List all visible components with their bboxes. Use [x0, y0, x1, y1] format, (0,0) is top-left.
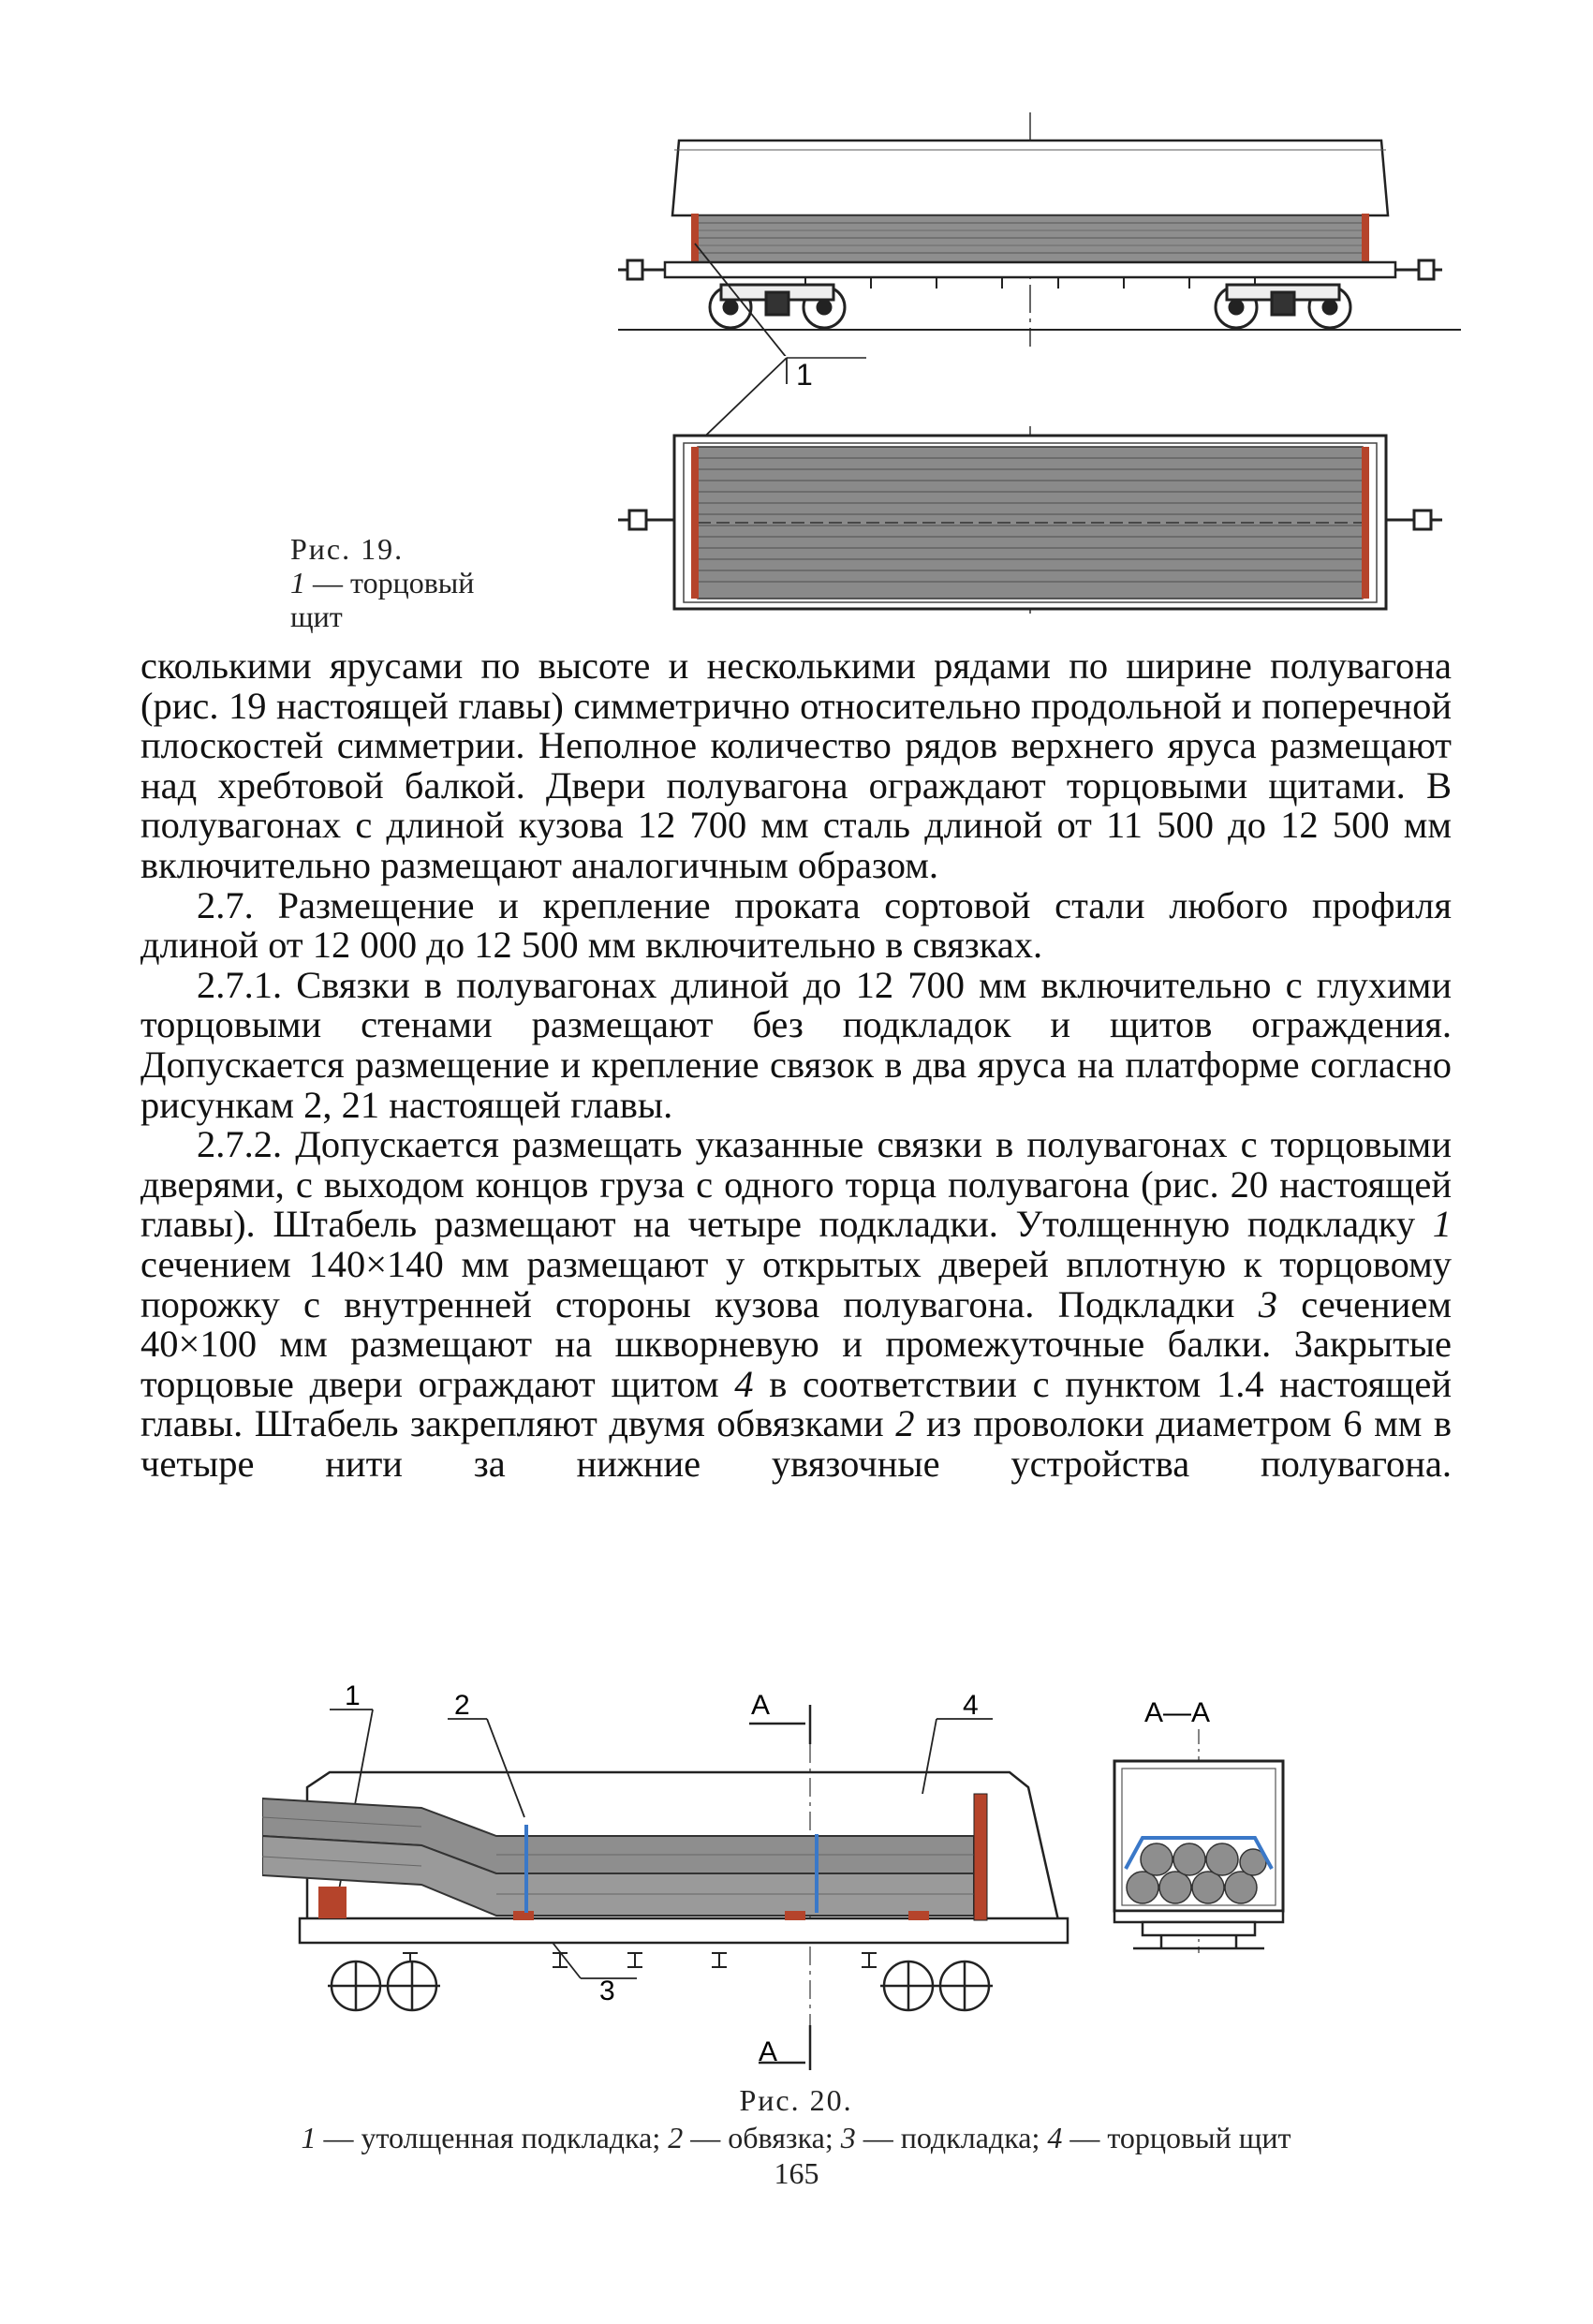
fig20-legend-text-3: — подкладка;	[855, 2121, 1048, 2154]
fig19-caption-legend	[290, 566, 534, 633]
p4-ref-2: 2	[895, 1402, 915, 1445]
body-text	[140, 646, 1452, 1484]
fig20-legend-num-3: 3	[840, 2121, 856, 2154]
paragraph-2-7-2	[140, 1125, 1452, 1484]
fig20-legend-num-2: 2	[668, 2121, 684, 2154]
fig19-legend-text: — торцовый щит	[290, 566, 475, 633]
paragraph-2-7-1: 2.7.1. Связки в полувагонах длиной до 12 700 мм включительно с глухими торцовыми стенами размещают без подкладок и щитов ограждения. Допускается размещение и крепление связок в два яруса на платформе согласно рисункам 2, 21 настоящей главы.	[140, 963, 1452, 1126]
fig20-section-label: A—A	[1144, 1697, 1211, 1728]
fig20-label-a-top: A	[751, 1690, 771, 1721]
fig20-bogie-left	[328, 1961, 440, 2010]
fig20-legend-text-2: — обвязка;	[683, 2121, 841, 2154]
fig20-load	[262, 1799, 974, 1916]
fig20-label-4: 4	[963, 1690, 979, 1721]
fig19-caption-title: Рис. 19.	[290, 532, 405, 566]
fig20-label-a-bottom: A	[759, 2036, 778, 2067]
p4-seg-b: сечением 140×140 мм размещают у открытых дверей вплотную к торцовому порожку с внутренней стороны кузова полувагона. Подкладки	[140, 1242, 1452, 1325]
coupler-left	[618, 260, 665, 279]
fig19-bogie-left	[710, 285, 845, 328]
fig20-plank-b	[785, 1911, 805, 1920]
fig19-end-shield-right	[1362, 214, 1369, 264]
p4-ref-3: 3	[1258, 1282, 1277, 1325]
fig19-callout-label: 1	[796, 358, 813, 392]
fig20-legend-text-1: — утолщенная подкладка;	[316, 2121, 669, 2154]
fig20-caption-legend	[140, 2119, 1452, 2156]
fig20-end-shield	[974, 1794, 987, 1920]
p4-ref-1: 1	[1432, 1203, 1452, 1246]
p4-seg-a: 2.7.2. Допускается размещать указанные связки в полувагонах с торцовыми дверями, с выходом концов груза с одного торца полувагона (рис. 20 настоящей главы). Штабель размещают на четыре подкладки. Утолщенную подкладку	[140, 1123, 1452, 1246]
fig19-bogie-right	[1216, 285, 1350, 328]
fig20-plank-c	[908, 1911, 929, 1920]
p4-ref-4: 4	[734, 1362, 754, 1405]
fig20-thick-plank	[318, 1887, 347, 1918]
fig20-caption-title: Рис. 20.	[739, 2083, 853, 2117]
fig20-bogie-right	[880, 1961, 993, 2010]
page-number: 165	[774, 2156, 819, 2190]
figure-20-section-a-a	[1105, 1677, 1292, 1958]
figure-20-caption	[140, 2081, 1452, 2156]
fig20-label-2: 2	[454, 1690, 470, 1721]
fig20-plank-a	[513, 1911, 534, 1920]
p4-seg-c: сечением 40×100 мм размещают на шкворневую и промежуточные балки. Закрытые торцовые двери ограждают щитом	[140, 1282, 1452, 1405]
fig20-label-1: 1	[345, 1680, 361, 1711]
figure-19-side-view	[618, 112, 1461, 356]
p4-seg-d: в соответствии с пунктом 1.4 настоящей главы. Штабель закрепляют двумя обвязками	[140, 1362, 1453, 1445]
paragraph-continuation: сколькими ярусами по высоте и несколькими рядами по ширине полувагона (рис. 19 настоящей главы) симметрично относительно продольной и поперечной плоскостей симметрии. Неполное количество рядов верхнего яруса размещают над хребтовой балкой. Двери полувагона ограждают торцовыми щитами. В полувагонах с длиной кузова 12 700 мм сталь длиной от 11 500 до 12 500 мм включительно размещают аналогичным образом.	[140, 644, 1452, 886]
fig20-legend-text-4: — торцовый щит	[1062, 2121, 1291, 2154]
paragraph-2-7: 2.7. Размещение и крепление проката сортовой стали любого профиля длиной от 12 000 до 12 500 мм включительно в связках.	[140, 883, 1452, 967]
fig20-legend-num-1: 1	[301, 2121, 317, 2154]
figure-20-side-view	[262, 1677, 1086, 2080]
figure-19-top-view	[618, 426, 1461, 623]
figure-19-caption	[290, 532, 534, 633]
fig20-label-3: 3	[599, 1976, 615, 2006]
fig19-end-shield-left	[691, 214, 699, 264]
fig20-legend-num-4: 4	[1047, 2121, 1063, 2154]
p4-seg-e: из проволоки диаметром 6 мм в четыре нити за нижние увязочные устройства полувагона.	[140, 1402, 1452, 1485]
fig20-section-load	[1127, 1843, 1266, 1903]
fig19-top-shield-left	[691, 447, 699, 599]
fig19-legend-num: 1	[290, 566, 305, 600]
fig19-top-shield-right	[1362, 447, 1369, 599]
coupler-right	[1395, 260, 1442, 279]
fig19-top-load	[698, 447, 1363, 599]
fig19-side-load	[698, 215, 1363, 262]
